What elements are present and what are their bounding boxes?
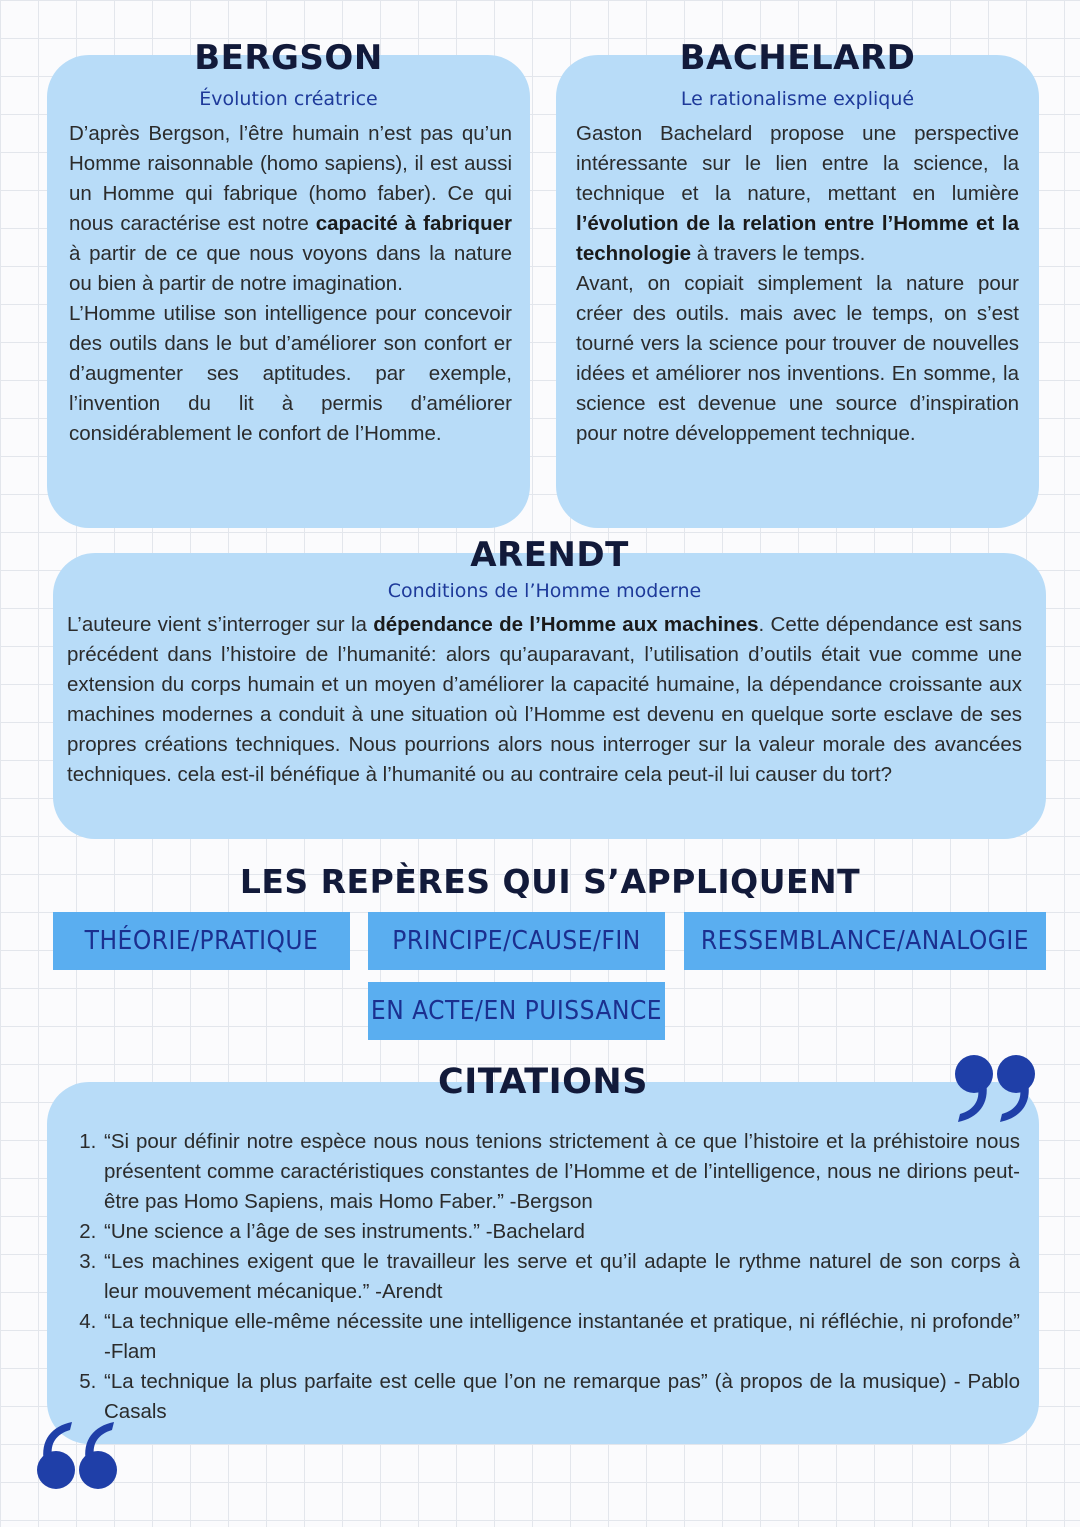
citations-heading: CITATIONS [438, 1062, 648, 1102]
bergson-paragraph-2: L’Homme utilise son intelligence pour concevoir des outils dans le but d’améliorer son confort er d’augmenter ses aptitudes. par exemple, l’invention du lit à permis d’améliorer considérablement le confort de l’Homme. [69, 302, 512, 445]
tag-principe-cause-fin: PRINCIPE/CAUSE/FIN [368, 912, 665, 970]
citation-item: 2. “Une science a l’âge de ses instruments.” -Bachelard [102, 1217, 1020, 1247]
citation-item: 1. “Si pour définir notre espèce nous nous tenions strictement à ce que l’histoire et la préhistoire nous présentent comme caractéristiques constantes de l’Homme et de l’intelligence, nous ne dirions peut-être pas Homo Sapiens, mais Homo Faber.” -Bergson [102, 1127, 1020, 1217]
bachelard-subtitle: Le rationalisme expliqué [680, 88, 915, 110]
bergson-subtitle: Évolution créatrice [199, 88, 378, 110]
bachelard-title: BACHELARD [679, 38, 916, 78]
citation-item: 3. “Les machines exigent que le travailleur les serve et qu’il adapte le rythme naturel de son corps à leur mouvement mécanique.” -Arendt [102, 1247, 1020, 1307]
tag-theorie-pratique: THÉORIE/PRATIQUE [53, 912, 350, 970]
reperes-heading: LES REPÈRES QUI S’APPLIQUENT [239, 862, 861, 901]
arendt-subtitle: Conditions de l’Homme moderne [387, 580, 702, 602]
arendt-text [67, 610, 1022, 790]
bergson-text [69, 119, 512, 449]
bachelard-paragraph-2: Avant, on copiait simplement la nature pour créer des outils. mais avec le temps, on s’est tourné vers la science pour trouver de nouvelles idées et améliorer nos inventions. En somme, la science est devenue une source d’inspiration pour notre développement technique. [576, 272, 1019, 445]
arendt-paragraph: L’auteure vient s’interroger sur la dépendance de l’Homme aux machines. Cette dépendance est sans précédent dans l’histoire de l’humanité: alors qu’auparavant, l’utilisation d’outils était vue comme une extension du corps humain et un moyen d’améliorer la capacité humaine, la dépendance croissante aux machines modernes a conduit à une situation où l’Homme est devenu en quelque sorte esclave de ses propres créations techniques. Nous pourrions alors nous interroger sur la valeur morale des avancées techniques. cela est-il bénéfique à l’humanité ou au contraire cela peut-il lui causer du tort? [67, 613, 1022, 786]
tag-ressemblance-analogie: RESSEMBLANCE/ANALOGIE [684, 912, 1046, 970]
bergson-paragraph-1: D’après Bergson, l’être humain n’est pas qu’un Homme raisonnable (homo sapiens), il est aussi un Homme qui fabrique (homo faber). Ce qui nous caractérise est notre capacité à fabriquer à partir de ce que nous voyons dans la nature ou bien à partir de notre imagination. [69, 122, 512, 295]
bachelard-paragraph-1: Gaston Bachelard propose une perspective intéressante sur le lien entre la science, la technique et la nature, mettant en lumière l’évolution de la relation entre l’Homme et la technologie à travers le temps. [576, 122, 1019, 265]
citation-item: 4. “La technique elle-même nécessite une intelligence instantanée et pratique, ni réfléchie, ni profonde” -Flam [102, 1307, 1020, 1367]
bergson-title: BERGSON [194, 38, 383, 78]
citations-list [68, 1127, 1020, 1427]
close-quote-icon [952, 1052, 1044, 1124]
citation-item: 5. “La technique la plus parfaite est celle que l’on ne remarque pas” (à propos de la musique) - Pablo Casals [102, 1367, 1020, 1427]
bachelard-text [576, 119, 1019, 449]
open-quote-icon [30, 1422, 122, 1494]
arendt-title: ARENDT [470, 535, 629, 575]
tag-en-acte-en-puissance: EN ACTE/EN PUISSANCE [368, 982, 665, 1040]
